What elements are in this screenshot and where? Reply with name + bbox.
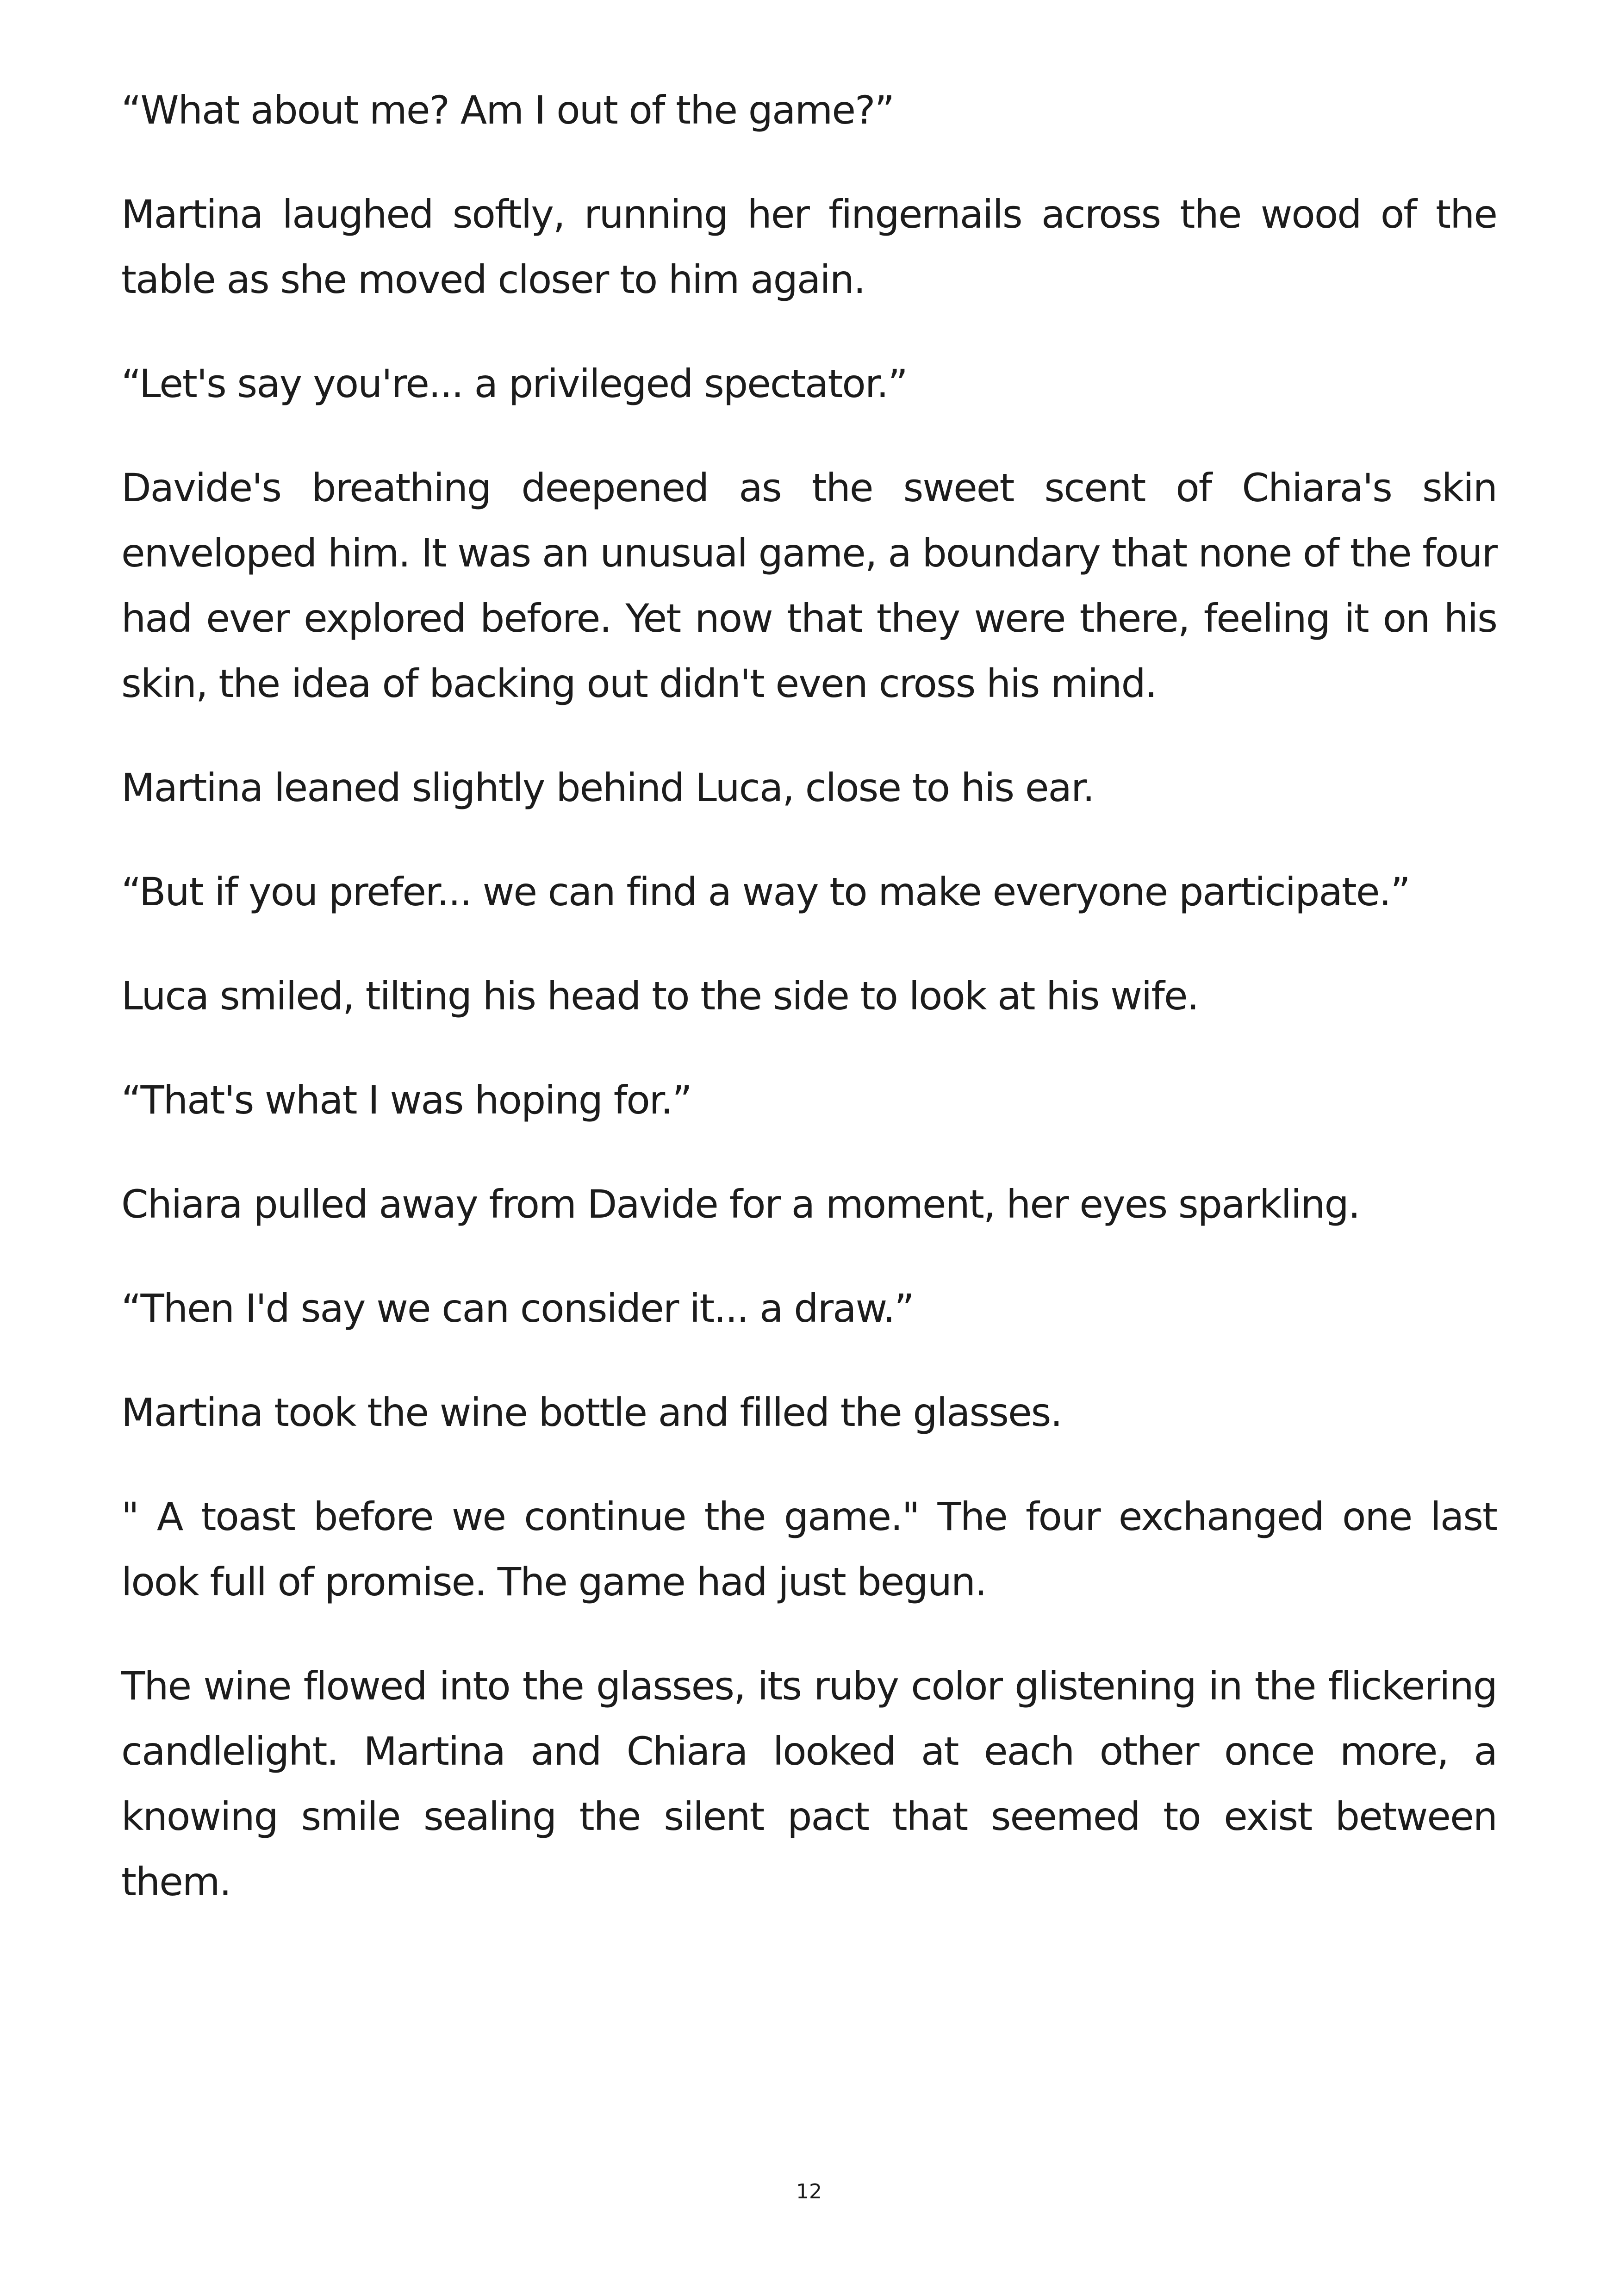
- page-number: 12: [796, 2180, 822, 2203]
- paragraph-12: " A toast before we continue the game." The four exchanged one last look full of promise. The game had just begun.: [121, 1494, 1497, 1605]
- paragraph-8: “That's what I was hoping for.”: [121, 1077, 691, 1123]
- paragraph-7: Luca smiled, tilting his head to the side to look at his wife.: [121, 973, 1199, 1019]
- paragraph-6: “But if you prefer... we can find a way to make everyone participate.”: [121, 869, 1410, 915]
- paragraph-1: “What about me? Am I out of the game?”: [121, 87, 894, 133]
- paragraph-13: The wine flowed into the glasses, its ruby color glistening in the flickering candlelight. Martina and Chiara looked at each other once more, a knowing smile sealing the silent pact that seemed to exist between them.: [121, 1663, 1497, 1904]
- paragraph-11: Martina took the wine bottle and filled the glasses.: [121, 1390, 1062, 1435]
- body-text: [121, 78, 1497, 1954]
- paragraph-5: Martina leaned slightly behind Luca, close to his ear.: [121, 765, 1094, 810]
- paragraph-9: Chiara pulled away from Davide for a moment, her eyes sparkling.: [121, 1182, 1360, 1227]
- paragraph-10: “Then I'd say we can consider it... a draw.”: [121, 1286, 914, 1331]
- paragraph-2: Martina laughed softly, running her fingernails across the wood of the table as she moved closer to him again.: [121, 192, 1497, 302]
- paragraph-3: “Let's say you're... a privileged spectator.”: [121, 361, 907, 406]
- paragraph-4: Davide's breathing deepened as the sweet scent of Chiara's skin enveloped him. It was an unusual game, a boundary that none of the four had ever explored before. Yet now that they were there, feeling it on his skin, the idea of backing out didn't even cross his mind.: [121, 465, 1497, 706]
